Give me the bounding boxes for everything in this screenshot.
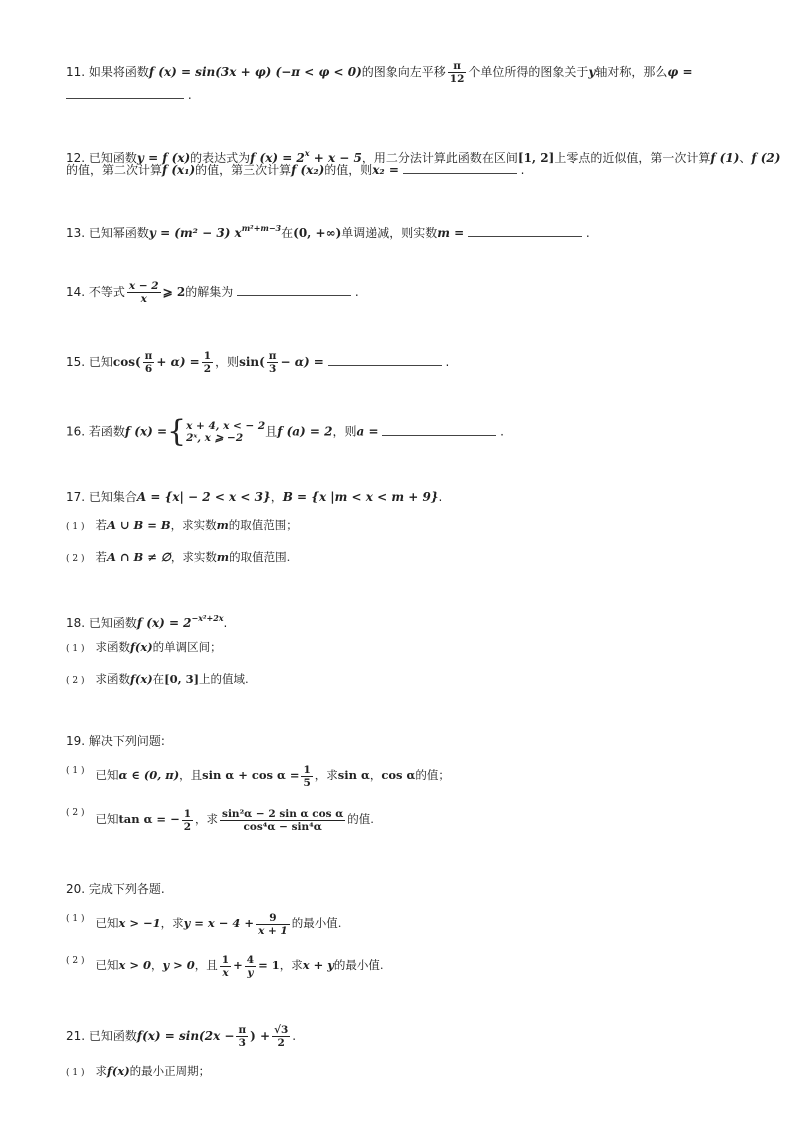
question-text: 且 (265, 424, 278, 439)
question-text: 已知函数 (88, 616, 137, 630)
math-expression: f (x) = 2 (250, 151, 305, 165)
fraction-denominator: cos⁴α − sin⁴α (243, 820, 322, 833)
question-14 (66, 280, 359, 305)
piecewise-cases (186, 420, 265, 444)
question-text: 上的值域. (199, 672, 249, 686)
answer-blank[interactable] (468, 224, 582, 237)
fraction-numerator: 1 (203, 350, 212, 362)
fraction-numerator: 4 (246, 953, 255, 966)
math-expression: ⩾ 2 (162, 285, 186, 299)
math-expression: f (1) (710, 151, 740, 165)
question-text: ，求 (314, 768, 338, 782)
question-11 (66, 60, 693, 85)
question-text: 的值； (415, 768, 450, 782)
question-text: ，且 (179, 768, 203, 782)
fraction-numerator: x − 2 (128, 280, 159, 292)
question-text: ，用二分法计算此函数在区间 (361, 151, 518, 165)
question-text: 求函数 (95, 672, 130, 686)
fraction-numerator: √3 (274, 1024, 289, 1036)
question-text: 已知 (95, 916, 119, 930)
question-text: 在 (152, 672, 165, 686)
question-text: 若 (95, 518, 107, 532)
question-19-part-1 (66, 762, 450, 789)
answer-blank[interactable] (328, 353, 442, 366)
question-text: 若 (95, 550, 107, 564)
fraction-denominator: 2 (203, 363, 212, 375)
fraction-numerator: π (144, 350, 153, 362)
fraction-numerator: 9 (256, 912, 290, 925)
math-expression: cos( (112, 355, 141, 369)
math-expression: + α) = (156, 355, 200, 369)
question-text: 的单调区间； (152, 640, 222, 654)
fraction-denominator: x + 1 (258, 924, 288, 937)
math-expression: f (2) (751, 151, 781, 165)
question-text: 的值，第二次计算 (66, 163, 163, 177)
question-text: ， (270, 490, 283, 504)
answer-blank[interactable] (403, 161, 517, 174)
fraction (272, 1024, 290, 1049)
question-text: 的最小值. (291, 916, 342, 930)
fraction-numerator: 1 (221, 953, 230, 966)
math-expression: x > −1 (118, 916, 161, 930)
question-18-part-2 (66, 670, 249, 690)
question-text: 的值，则 (324, 163, 373, 177)
math-expression: tan α = − (118, 812, 180, 826)
part-label: ( 1 ) (66, 914, 85, 924)
question-text: 在 (281, 226, 294, 240)
part-label: ( 1 ) (66, 1068, 85, 1078)
math-expression: A = {x| − 2 < x < 3} (136, 490, 271, 504)
math-expression: [1, 2] (517, 151, 555, 165)
question-text: 求函数 (95, 640, 130, 654)
part-label: ( 2 ) (66, 676, 85, 686)
math-expression: + (233, 958, 243, 972)
fraction-denominator: 2 (277, 1037, 285, 1049)
question-17-part-2 (66, 548, 290, 568)
question-15 (66, 350, 449, 375)
period: . (292, 1029, 297, 1043)
question-text: 的最小值. (333, 958, 384, 972)
superscript: −x²+2x (191, 613, 224, 623)
period: . (520, 163, 525, 177)
question-number: 18. (66, 616, 89, 630)
math-expression: m (216, 518, 229, 532)
period: . (438, 490, 443, 504)
math-expression: x + y (302, 958, 334, 972)
piecewise-case: 2ˣ, x ⩾ −2 (186, 432, 244, 444)
answer-blank[interactable] (66, 86, 184, 99)
superscript: m²+m−3 (241, 223, 282, 233)
answer-blank[interactable] (382, 423, 496, 436)
math-expression: sin α (337, 768, 370, 782)
math-expression: φ = (667, 65, 693, 79)
question-19-part-2 (66, 804, 374, 833)
math-expression: = 1 (258, 958, 280, 972)
fraction (267, 350, 279, 375)
fraction (256, 912, 290, 937)
question-text: 求 (95, 1064, 107, 1078)
part-label: ( 2 ) (66, 956, 85, 966)
part-label: ( 2 ) (66, 808, 85, 818)
question-12-line-2 (66, 161, 524, 179)
question-text: 已知 (95, 812, 119, 826)
question-16 (66, 414, 504, 449)
question-text: 已知幂函数 (88, 226, 149, 240)
question-text: 的最小正周期； (129, 1064, 211, 1078)
question-20-part-2 (66, 952, 384, 979)
period: . (354, 285, 359, 299)
fraction (143, 350, 155, 375)
question-text: 如果将函数 (88, 65, 149, 79)
question-number: 20. (66, 882, 89, 896)
question-text: 已知 (95, 768, 119, 782)
question-text: 的值. (347, 812, 374, 826)
question-text: 、 (739, 151, 752, 165)
question-text: 个单位所得的图象关于 (468, 65, 589, 79)
question-text: 的解集为 (185, 285, 234, 299)
math-expression: m = (437, 226, 465, 240)
question-text: 已知 (95, 958, 119, 972)
math-expression: f (x) = (124, 424, 168, 439)
math-expression: a = (356, 424, 379, 439)
fraction (245, 954, 256, 979)
math-expression: f(x) = sin(2x − (136, 1029, 235, 1043)
period: . (500, 424, 504, 439)
fraction-denominator: y (247, 966, 254, 979)
fraction-numerator: π (268, 350, 277, 362)
math-expression: α ∈ (0, π) (118, 768, 180, 782)
period: . (585, 226, 590, 240)
math-expression: cos α (381, 768, 416, 782)
question-number: 13. (66, 226, 89, 240)
question-text: 单调递减，则实数 (341, 226, 438, 240)
math-expression: f (x₂) (291, 163, 325, 177)
question-number: 17. (66, 490, 89, 504)
fraction-denominator: x (222, 966, 229, 979)
question-text: ，求实数 (170, 550, 217, 564)
period: . (445, 355, 450, 369)
question-text: ，则 (332, 424, 357, 439)
math-expression: y = f (x) (136, 151, 191, 165)
question-text: 若函数 (88, 424, 125, 439)
part-label: ( 1 ) (66, 766, 85, 776)
question-number: 12. (66, 151, 89, 165)
question-17 (66, 488, 442, 506)
superscript: x (304, 148, 310, 158)
question-number: 15. (66, 355, 89, 369)
fraction-denominator: 3 (268, 363, 277, 375)
math-expression: f(x) (129, 672, 153, 686)
math-expression: ) + (250, 1029, 271, 1043)
question-13 (66, 219, 590, 242)
question-20 (66, 880, 165, 898)
question-text: 的取值范围. (229, 550, 291, 564)
question-17-part-1 (66, 516, 298, 536)
fraction-denominator: 3 (238, 1037, 246, 1049)
question-text: 轴对称，那么 (595, 65, 668, 79)
question-number: 16. (66, 424, 89, 439)
fraction-numerator: π (448, 60, 467, 73)
math-expression: sin( (239, 355, 265, 369)
question-text: 已知集合 (88, 490, 137, 504)
question-21 (66, 1024, 296, 1049)
question-text: 已知函数 (88, 1029, 137, 1043)
math-expression: f (a) = 2 (277, 424, 333, 439)
fraction-denominator: 2 (183, 820, 192, 833)
question-text: 的取值范围； (228, 518, 298, 532)
question-18 (66, 609, 227, 632)
question-11-answer-line (66, 86, 192, 104)
fraction (236, 1024, 248, 1049)
question-text: 的值，第三次计算 (195, 163, 292, 177)
question-19 (66, 732, 165, 750)
fraction-numerator: sin²α − 2 sin α cos α (222, 807, 344, 820)
question-18-part-1 (66, 638, 222, 658)
math-expression: f (x) = 2 (136, 616, 192, 630)
piecewise-brace: { (167, 414, 187, 449)
fraction-denominator: 5 (303, 776, 311, 789)
math-expression: f (x₁) (162, 163, 196, 177)
math-expression: f (x) = sin(3x + φ) (−π < φ < 0) (148, 65, 362, 79)
math-expression: (0, +∞) (293, 226, 342, 240)
question-number: 21. (66, 1029, 89, 1043)
fraction (202, 350, 213, 375)
fraction-denominator: 12 (449, 73, 465, 85)
fraction-numerator: 1 (183, 807, 192, 820)
question-text: ，求实数 (170, 518, 217, 532)
question-text: ，且 (194, 958, 218, 972)
fraction (127, 280, 161, 305)
question-text: ，求 (160, 916, 184, 930)
question-text: 已知 (88, 355, 113, 369)
question-21-part-1 (66, 1062, 210, 1082)
fraction-numerator: 1 (303, 763, 311, 776)
question-20-part-1 (66, 910, 341, 937)
math-expression: B = {x |m < x < m + 9} (282, 490, 439, 504)
question-number: 14. (66, 285, 89, 299)
period: . (223, 616, 228, 630)
fraction (220, 808, 345, 833)
math-expression: − α) = (280, 355, 324, 369)
fraction (448, 60, 467, 85)
math-expression: [0, 3] (164, 672, 200, 686)
question-text: 已知函数 (88, 151, 137, 165)
math-expression: sin α + cos α = (202, 768, 300, 782)
piecewise-case: x + 4, x < − 2 (186, 420, 266, 432)
question-text: 的图象向左平移 (361, 65, 446, 79)
part-label: ( 1 ) (66, 644, 85, 654)
question-number: 11. (66, 65, 89, 79)
question-text: ， (150, 958, 163, 972)
question-text: ， (369, 768, 382, 782)
math-expression: A ∪ B = B (106, 518, 171, 532)
fraction (220, 954, 231, 979)
question-text: ，求 (279, 958, 303, 972)
math-expression: A ∩ B ≠ ∅ (106, 550, 171, 564)
fraction (182, 808, 193, 833)
math-expression: x > 0 (118, 958, 151, 972)
question-text: 的表达式为 (190, 151, 251, 165)
math-expression: y = (m² − 3) x (148, 226, 242, 240)
math-expression: + x − 5 (309, 151, 362, 165)
fraction-numerator: π (238, 1024, 247, 1036)
fraction (301, 764, 312, 789)
question-number: 19. (66, 734, 89, 748)
part-label: ( 2 ) (66, 554, 85, 564)
question-text: 不等式 (88, 285, 125, 299)
question-text: ，则 (215, 355, 240, 369)
question-text: 解决下列问题: (88, 734, 165, 748)
fraction-denominator: x (140, 293, 147, 305)
question-text: 完成下列各题. (88, 882, 165, 896)
period: . (187, 88, 192, 102)
answer-blank[interactable] (237, 283, 351, 296)
math-expression: y > 0 (162, 958, 195, 972)
math-expression: f(x) (129, 640, 153, 654)
math-expression: f(x) (106, 1064, 130, 1078)
question-text: 上零点的近似值，第一次计算 (554, 151, 711, 165)
part-label: ( 1 ) (66, 522, 85, 532)
question-text: ，求 (195, 812, 219, 826)
fraction-denominator: 6 (144, 363, 153, 375)
math-expression: m (216, 550, 230, 564)
math-expression: y (588, 65, 596, 79)
math-expression: x₂ = (372, 163, 399, 177)
math-expression: y = x − 4 + (183, 916, 255, 930)
